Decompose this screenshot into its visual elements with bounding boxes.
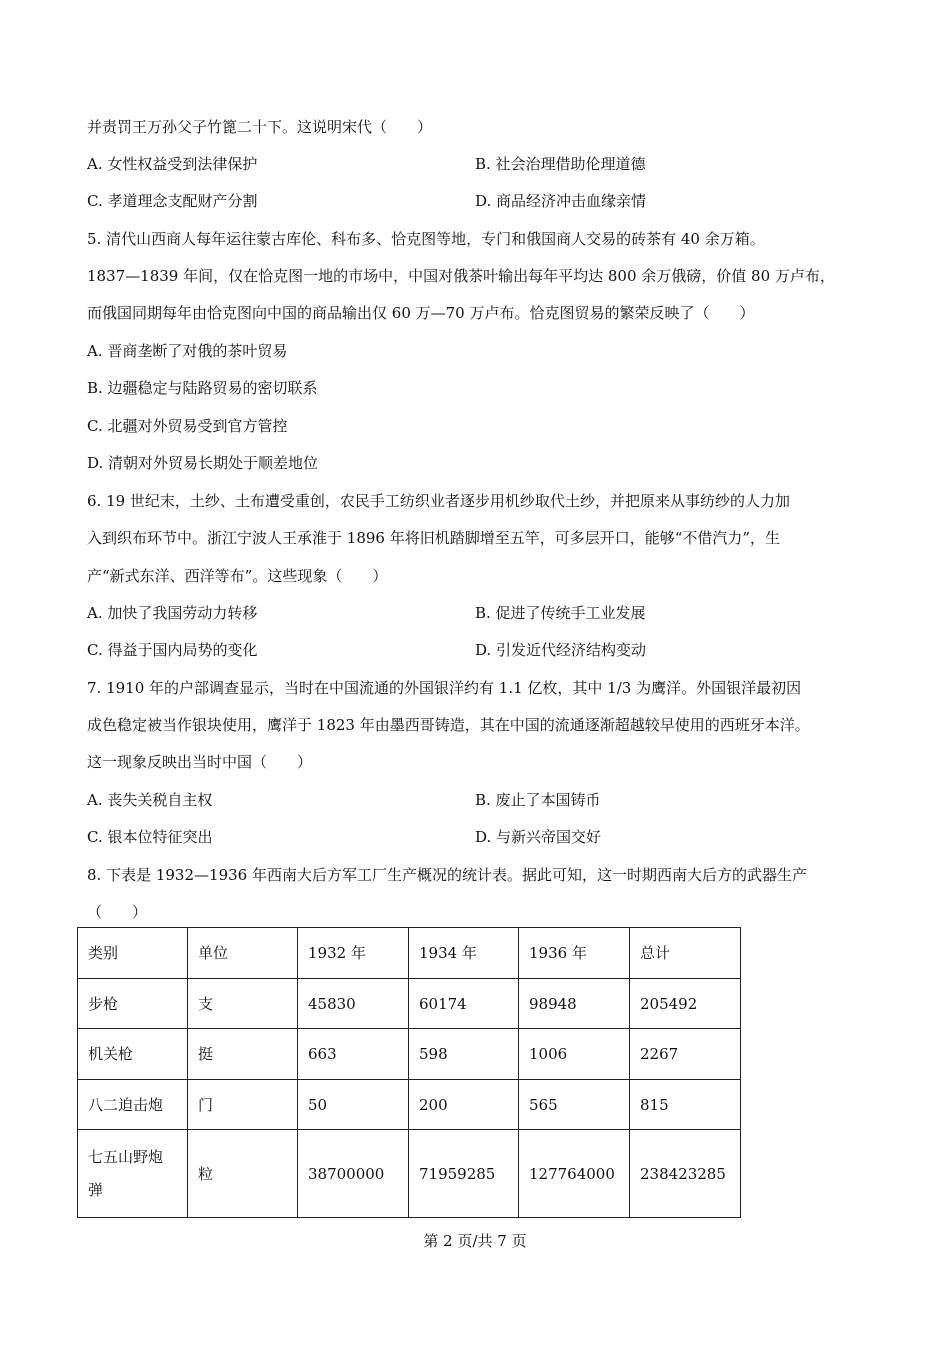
q6-stem-line-1: 6. 19 世纪末，土纱、土布遭受重创，农民手工纺织业者逐步用机纱取代土纱，并把原来从事纺纱的人力加 <box>87 492 790 510</box>
table-cell: 98948 <box>519 979 630 1029</box>
q5-stem-line-1: 5. 清代山西商人每年运往蒙古库伦、科布多、恰克图等地，专门和俄国商人交易的砖茶有 40 余万箱。 <box>87 230 765 248</box>
q4-option-b: B. 社会治理借助伦理道德 <box>475 155 646 173</box>
table-cell: 38700000 <box>298 1130 409 1218</box>
q5-option-d: D. 清朝对外贸易长期处于顺差地位 <box>87 454 319 472</box>
q6-stem-line-2: 入到织布环节中。浙江宁波人王承淮于 1896 年将旧机踏脚增至五竿，可多层开口，能够“不借汽力”，生 <box>87 529 781 547</box>
table-cell: 45830 <box>298 979 409 1029</box>
q6-option-d: D. 引发近代经济结构变动 <box>475 641 647 659</box>
table-cell: 挺 <box>188 1029 298 1080</box>
table-cell: 663 <box>298 1029 409 1080</box>
table-cell: 支 <box>188 979 298 1029</box>
q5-stem-line-3: 而俄国同期每年由恰克图向中国的商品输出仅 60 万—70 万卢布。恰克图贸易的繁荣反映了（ ） <box>87 304 755 322</box>
table-header-cell: 1934 年 <box>409 928 519 979</box>
table-cell: 机关枪 <box>78 1029 188 1080</box>
table-header-cell: 1936 年 <box>519 928 630 979</box>
table-cell: 60174 <box>409 979 519 1029</box>
q7-option-c: C. 银本位特征突出 <box>87 828 213 846</box>
weapons-production-table <box>77 927 741 1218</box>
table-cell: 127764000 <box>519 1130 630 1218</box>
table-cell: 七五山野炮弹 <box>78 1130 188 1218</box>
q8-stem-line-1: 8. 下表是 1932—1936 年西南大后方军工厂生产概况的统计表。据此可知，这一时期西南大后方的武器生产 <box>87 866 807 884</box>
page-footer: 第 2 页/共 7 页 <box>423 1232 527 1250</box>
q4-option-c: C. 孝道理念支配财产分割 <box>87 192 258 210</box>
q6-stem-line-3: 产“新式东洋、西洋等布”。这些现象（ ） <box>87 567 388 585</box>
table-cell: 598 <box>409 1029 519 1080</box>
table-cell: 50 <box>298 1080 409 1130</box>
table-cell: 2267 <box>630 1029 741 1080</box>
table-cell: 71959285 <box>409 1130 519 1218</box>
q7-stem-line-3: 这一现象反映出当时中国（ ） <box>87 753 313 771</box>
q7-stem-line-1: 7. 1910 年的户部调查显示，当时在中国流通的外国银洋约有 1.1 亿枚，其中 1/3 为鹰洋。外国银洋最初因 <box>87 679 802 697</box>
table-row <box>78 1080 741 1130</box>
q6-option-a: A. 加快了我国劳动力转移 <box>87 604 258 622</box>
table-row <box>78 1029 741 1080</box>
q7-option-a: A. 丧失关税自主权 <box>87 791 213 809</box>
table-cell: 238423285 <box>630 1130 741 1218</box>
q4-option-d: D. 商品经济冲击血缘亲情 <box>475 192 647 210</box>
table-header-cell: 1932 年 <box>298 928 409 979</box>
q7-option-b: B. 废止了本国铸币 <box>475 791 601 809</box>
table-header-cell: 类别 <box>78 928 188 979</box>
q4-option-a: A. 女性权益受到法律保护 <box>87 155 258 173</box>
q8-stem-line-2: （ ） <box>87 903 148 921</box>
table-cell: 步枪 <box>78 979 188 1029</box>
table-cell: 815 <box>630 1080 741 1130</box>
q6-option-c: C. 得益于国内局势的变化 <box>87 641 258 659</box>
table-header-cell: 单位 <box>188 928 298 979</box>
table-header-cell: 总计 <box>630 928 741 979</box>
q4-stem-tail: 并责罚王万孙父子竹篦二十下。这说明宋代（ ） <box>87 118 433 136</box>
table-cell: 205492 <box>630 979 741 1029</box>
table-header-row <box>78 928 741 979</box>
table-row <box>78 1130 741 1218</box>
q6-option-b: B. 促进了传统手工业发展 <box>475 604 646 622</box>
q5-option-c: C. 北疆对外贸易受到官方管控 <box>87 417 288 435</box>
q7-stem-line-2: 成色稳定被当作银块使用，鹰洋于 1823 年由墨西哥铸造，其在中国的流通逐渐超越较早使用的西班牙本洋。 <box>87 716 810 734</box>
table-cell: 1006 <box>519 1029 630 1080</box>
q5-option-b: B. 边疆稳定与陆路贸易的密切联系 <box>87 379 318 397</box>
table-cell: 200 <box>409 1080 519 1130</box>
table-row <box>78 979 741 1029</box>
q5-option-a: A. 晋商垄断了对俄的茶叶贸易 <box>87 342 288 360</box>
table-cell: 565 <box>519 1080 630 1130</box>
q7-option-d: D. 与新兴帝国交好 <box>475 828 602 846</box>
table-cell: 门 <box>188 1080 298 1130</box>
table-cell: 粒 <box>188 1130 298 1218</box>
table-cell: 八二迫击炮 <box>78 1080 188 1130</box>
q5-stem-line-2: 1837—1839 年间，仅在恰克图一地的市场中，中国对俄茶叶输出每年平均达 800 余万俄磅，价值 80 万卢布， <box>87 267 835 285</box>
